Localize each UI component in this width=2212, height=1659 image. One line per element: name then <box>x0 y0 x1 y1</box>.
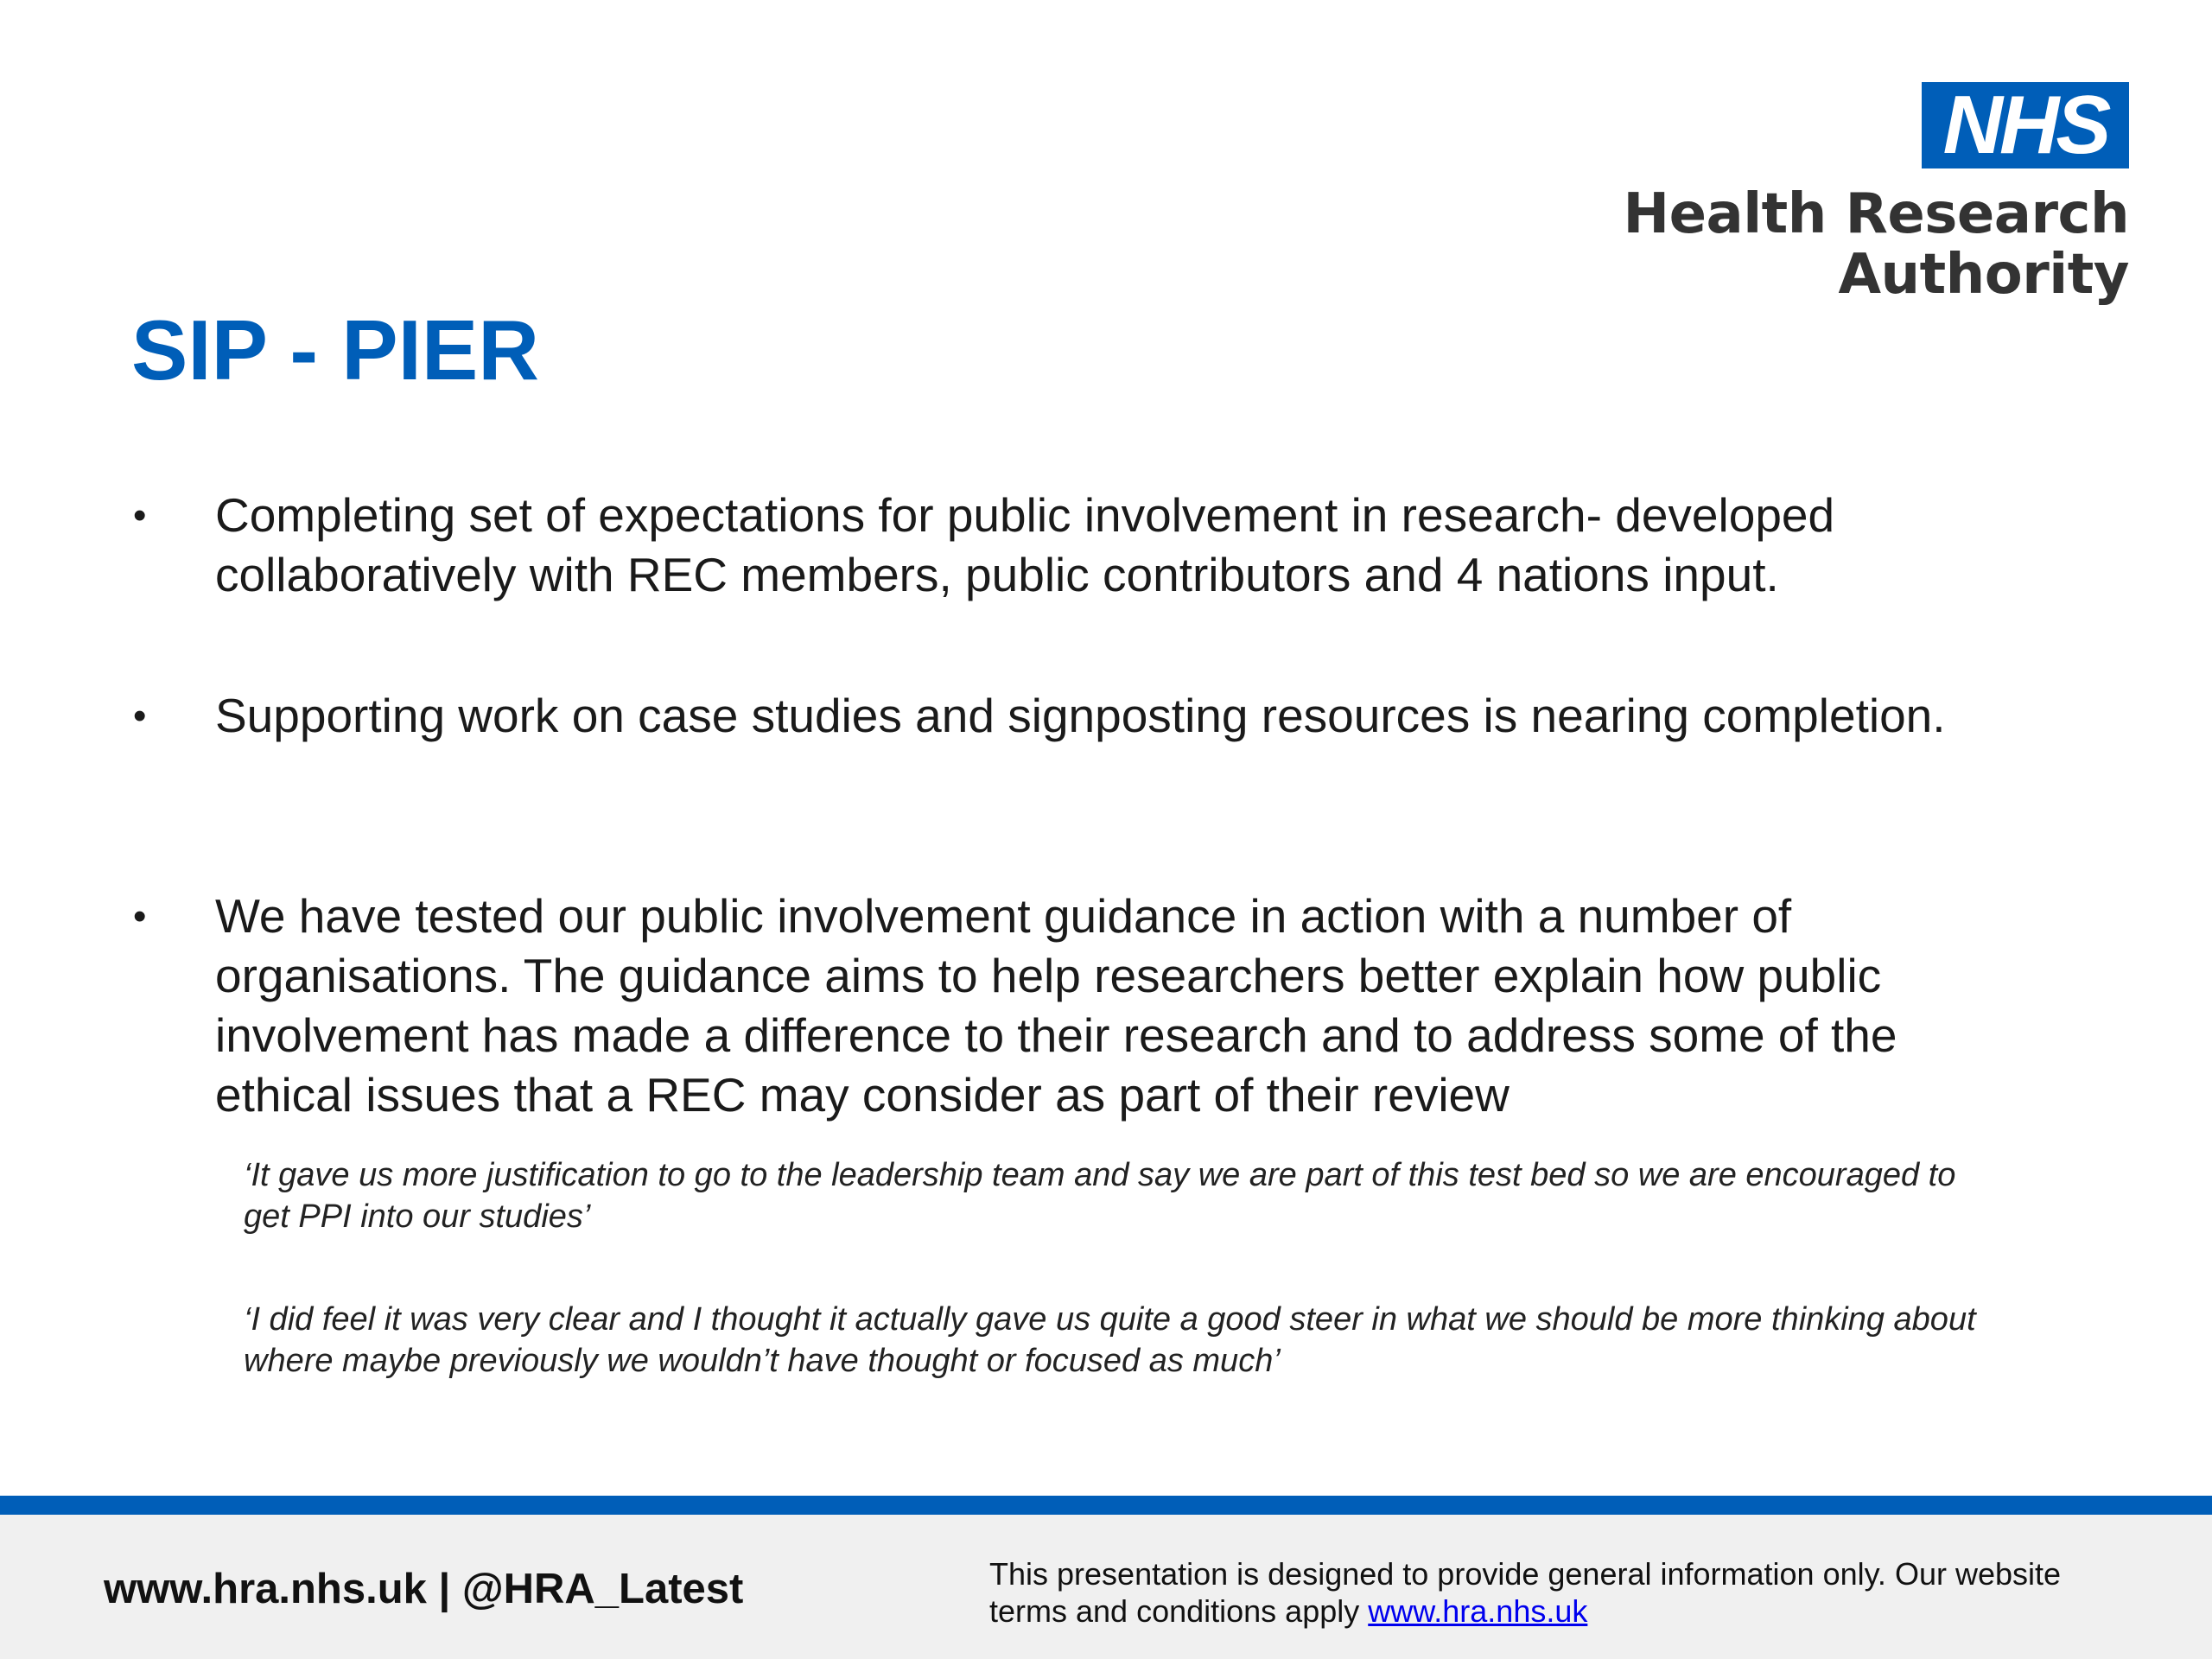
hra-logo <box>1576 79 2129 311</box>
bullet-item <box>130 486 2013 605</box>
organisation-name <box>1624 184 2129 305</box>
footer-divider <box>0 1496 2212 1515</box>
bullet-text: Supporting work on case studies and signposting resources is nearing completion. <box>215 689 1946 742</box>
quote-1: ‘It gave us more justification to go to the leadership team and say we are part of this test bed so we are encouraged to get PPI into our studies’ <box>244 1157 1956 1235</box>
nhs-badge-text: NHS <box>1942 79 2108 171</box>
bullet-text: We have tested our public involvement guidance in action with a number of organisations. The guidance aims to help researchers better explain how public involvement has made a difference to their research and to address some of the ethical issues that a REC may consider as part of their review <box>215 889 1897 1122</box>
organisation-name-line2: Authority <box>1838 243 2129 307</box>
footer-disclaimer-text: This presentation is designed to provide general information only. Our website terms and conditions apply <box>989 1556 2062 1629</box>
slide-title: SIP - PIER <box>131 302 540 397</box>
bullet-item <box>130 686 1946 746</box>
bullet-item <box>130 887 2013 1125</box>
footer-contact: www.hra.nhs.uk | @HRA_Latest <box>104 1566 744 1612</box>
organisation-name-line1: Health Research <box>1623 182 2129 246</box>
bullet-text: Completing set of expectations for public involvement in research- developed collaboratively with REC members, public contributors and 4 nations input. <box>215 488 1835 601</box>
nhs-badge <box>1922 79 2129 171</box>
bullet-icon: • <box>133 494 147 537</box>
footer-disclaimer <box>989 1555 2139 1630</box>
footer-website-link[interactable]: www.hra.nhs.uk <box>1368 1593 1588 1629</box>
quote-2: ‘I did feel it was very clear and I thought it actually gave us quite a good steer in what we should be more thinking about where maybe previously we wouldn’t have thought or focused as much’ <box>244 1301 1976 1379</box>
bullet-icon: • <box>133 695 147 737</box>
bullet-icon: • <box>133 895 147 938</box>
footer <box>0 1515 2212 1659</box>
